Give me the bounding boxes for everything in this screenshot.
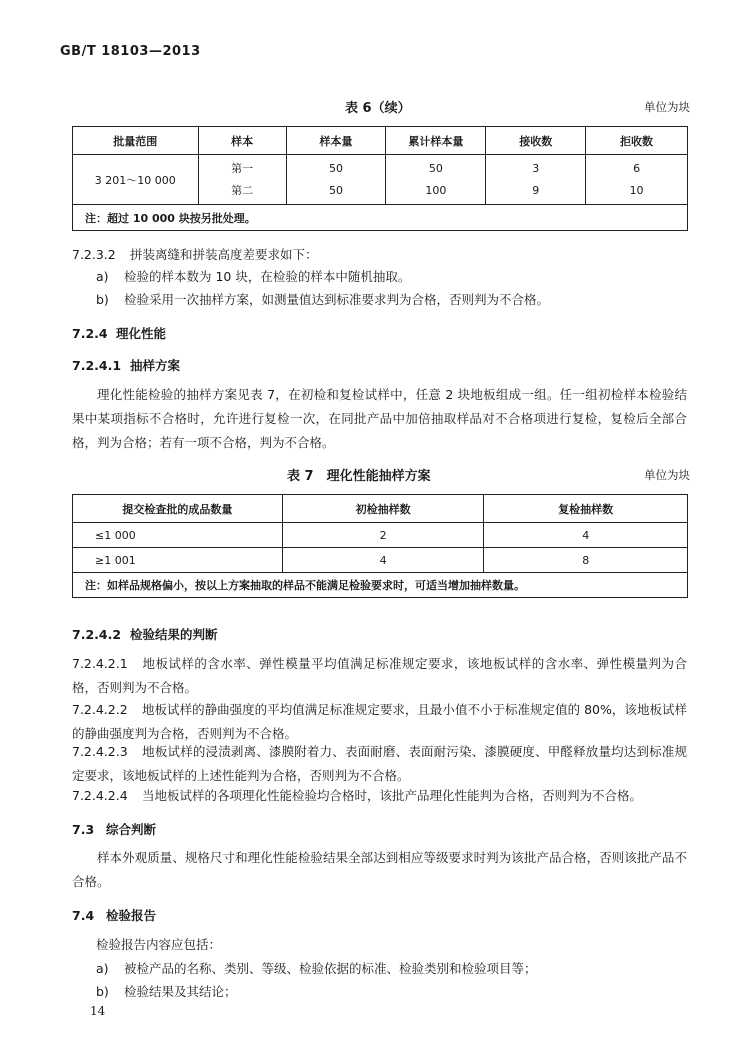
section-number: 7.4 (72, 908, 95, 923)
clause-text: 地板试样的浸渍剥离、漆膜附着力、表面耐磨、表面耐污染、漆膜硬度、甲醛释放量均达到标准规定要求，该地板试样的上述性能判为合格，否则判为不合格。 (72, 744, 687, 783)
clause-number: 7.2.4.2.3 (72, 744, 128, 759)
item-text: 检验结果及其结论； (124, 984, 237, 999)
clause-72423 (72, 740, 687, 788)
table7 (72, 494, 688, 598)
item-text: 检验采用一次抽样方案，如测量值达到标准要求判为合格，否则判为不合格。 (124, 292, 550, 307)
clause-number: 7.2.4.2.1 (72, 656, 128, 671)
clause-72422 (72, 698, 687, 746)
list-item (96, 288, 696, 312)
initial-cell: 2 (282, 523, 484, 548)
clause-72424 (72, 784, 687, 808)
accept-first: 3 (532, 161, 540, 175)
cumulative-first: 50 (428, 161, 443, 175)
accept-cell (486, 155, 586, 205)
section-number: 7.2.4.2 (72, 627, 122, 642)
table7-note-row (73, 573, 688, 598)
sample-size-cell (286, 155, 386, 205)
reject-second: 10 (629, 183, 644, 197)
section-title: 检验结果的判断 (130, 627, 218, 642)
item-marker: a) (96, 961, 109, 976)
table6-header: 样本 (198, 127, 286, 155)
table7-header: 初检抽样数 (282, 495, 484, 523)
table7-header: 复检抽样数 (484, 495, 688, 523)
reject-first: 6 (633, 161, 641, 175)
accept-second: 9 (532, 183, 540, 197)
size-first: 50 (328, 161, 343, 175)
table6-note: 注：超过 10 000 块按另批处理。 (73, 205, 688, 231)
item-marker: a) (96, 269, 109, 284)
batch-range-cell: 3 201～10 000 (73, 155, 199, 205)
clause-text: 地板试样的静曲强度的平均值满足标准规定要求，且最小值不小于标准规定值的 80%，该地板试样的静曲强度判为合格，否则判为不合格。 (72, 702, 687, 741)
table6-header: 累计样本量 (386, 127, 486, 155)
clause-text: 当地板试样的各项理化性能检验均合格时，该批产品理化性能判为合格，否则判为不合格。 (142, 788, 643, 803)
paragraph-74-intro: 检验报告内容应包括： (96, 937, 222, 952)
table6-header-row (73, 127, 688, 155)
size-second: 50 (328, 183, 343, 197)
sample-first: 第一 (231, 161, 254, 175)
item-text: 被检产品的名称、类别、等级、检验依据的标准、检验类别和检验项目等； (124, 961, 537, 976)
initial-cell: 4 (282, 548, 484, 573)
item-marker: b) (96, 292, 109, 307)
section-title: 检验报告 (106, 908, 157, 923)
table-row (73, 548, 688, 573)
quantity-cell: ≥1 001 (73, 548, 283, 573)
section-number: 7.2.4 (72, 326, 108, 341)
section-724 (72, 324, 166, 342)
table6-note-row (73, 205, 688, 231)
list-item (96, 980, 696, 1004)
table7-note: 注：如样品规格偏小，按以上方案抽取的样品不能满足检验要求时，可适当增加抽样数量。 (73, 573, 688, 598)
section-73 (72, 820, 156, 838)
table6-header: 拒收数 (586, 127, 688, 155)
section-number: 7.3 (72, 822, 95, 837)
section-title: 抽样方案 (130, 358, 181, 373)
table7-unit: 单位为块 (644, 468, 690, 482)
table6-header: 样本量 (286, 127, 386, 155)
clause-text: 地板试样的含水率、弹性模量平均值满足标准规定要求，该地板试样的含水率、弹性模量判为合格，否则判为不合格。 (72, 656, 687, 695)
cumulative-cell (386, 155, 486, 205)
page-number: 14 (90, 1004, 106, 1018)
table7-header-row (73, 495, 688, 523)
section-7241 (72, 356, 180, 374)
section-title: 理化性能 (116, 326, 167, 341)
table6-header: 批量范围 (73, 127, 199, 155)
list-item (96, 957, 696, 981)
standard-code: GB/T 18103—2013 (60, 44, 201, 59)
table6-header: 接收数 (486, 127, 586, 155)
table7-header: 提交检查批的成品数量 (73, 495, 283, 523)
sample-cell (198, 155, 286, 205)
clause-72421 (72, 652, 687, 700)
section-74 (72, 906, 156, 924)
table-row (73, 523, 688, 548)
item-marker: b) (96, 984, 109, 999)
recheck-cell: 8 (484, 548, 688, 573)
clause-number: 7.2.4.2.4 (72, 788, 128, 803)
paragraph-73: 样本外观质量、规格尺寸和理化性能检验结果全部达到相应等级要求时判为该批产品合格，否则该批产品不合格。 (72, 850, 687, 889)
table6-caption: 表 6（续） (345, 101, 411, 116)
item-text: 检验的样本数为 10 块，在检验的样本中随机抽取。 (124, 269, 411, 284)
section-title: 综合判断 (106, 822, 157, 837)
list-item (96, 265, 696, 289)
quantity-cell: ≤1 000 (73, 523, 283, 548)
table6 (72, 126, 688, 231)
table6-unit: 单位为块 (644, 100, 690, 114)
recheck-cell: 4 (484, 523, 688, 548)
table7-caption: 表 7 理化性能抽样方案 (287, 469, 431, 484)
section-number: 7.2.4.1 (72, 358, 122, 373)
sample-second: 第二 (231, 183, 254, 197)
paragraph-7241: 理化性能检验的抽样方案见表 7，在初检和复检试样中，任意 2 块地板组成一组。任一组初检样本检验结果中某项指标不合格时，允许进行复检一次，在同批产品中加倍抽取样品对不合格项进行复检，复检后全部合格，判为合格；若有一项不合格，判为不合格。 (72, 387, 687, 450)
section-7242 (72, 625, 218, 643)
clause-number: 7.2.4.2.2 (72, 702, 128, 717)
table-row (73, 155, 688, 205)
reject-cell (586, 155, 688, 205)
clause-7232 (72, 245, 318, 263)
cumulative-second: 100 (425, 183, 447, 197)
clause-number: 7.2.3.2 (72, 247, 116, 262)
clause-title: 拼装离缝和拼装高度差要求如下： (130, 247, 318, 262)
